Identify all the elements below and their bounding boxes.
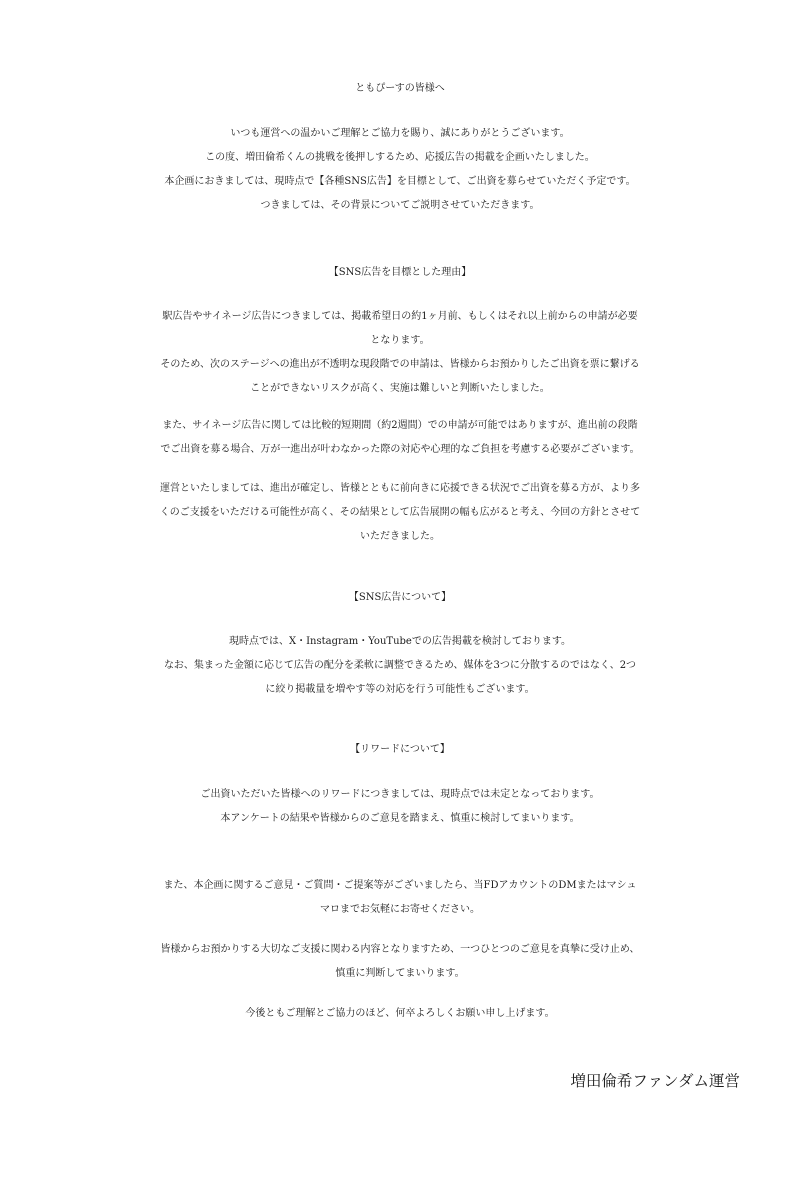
closing-p3-line-1: 今後ともご理解とご協力のほど、何卒よろしくお願い申し上げます。 [245,1008,555,1019]
section1-p2-line-2: でご出資を募る場合、万が一進出が叶わなかった際の対応や心理的なご負担を考慮する必要がございます。 [160,444,640,455]
closing-p2-line-2: 慎重に判断してまいります。 [335,968,465,979]
closing-p1-line-1: また、本企画に関するご意見・ご質問・ご提案等がございましたら、当FDアカウントのDMまたはマシュ [163,880,637,891]
section3-p1-line-2: 本アンケートの結果や皆様からのご意見を踏まえ、慎重に検討してまいります。 [220,813,580,824]
section2-p1-line-1: 現時点では、X・Instagram・YouTubeでの広告掲載を検討しております。 [228,636,572,647]
section1-p1-line-4: ことができないリスクが高く、実施は難しいと判断いたしました。 [250,383,550,394]
section1-p1-line-3: そのため、次のステージへの進出が不透明な現段階での申請は、皆様からお預かりしたご出資を票に繋げる [160,359,640,370]
greeting: ともぴーすの皆様へ [355,83,445,94]
section1-p3-line-2: くのご支援をいただける可能性が高く、その結果として広告展開の幅も広がると考え、今回の方針とさせて [159,507,641,518]
section1-p1-line-1: 駅広告やサイネージ広告につきましては、掲載希望日の約1ヶ月前、もしくはそれ以上前からの申請が必要 [162,311,638,322]
section1-p1-line-2: となります。 [370,335,430,346]
intro-line-1: いつも運営への温かいご理解とご協力を賜り、誠にありがとうございます。 [230,128,570,139]
intro-line-3: 本企画におきましては、現時点で【各種SNS広告】を目標として、ご出資を募らせていただく予定です。 [164,176,636,187]
section2-p1-line-3: に絞り掲載量を増やす等の対応を行う可能性もございます。 [265,684,535,695]
section1-p2-line-1: また、サイネージ広告に関しては比較的短期間（約2週間）での申請が可能ではありますが、進出前の段階 [162,420,638,431]
section2-p1-line-2: なお、集まった金額に応じて広告の配分を柔軟に調整できるため、媒体を3つに分散するのではなく、2つ [163,660,637,671]
signature: 増田倫希ファンダム運営 [570,1072,740,1090]
section1-heading: 【SNS広告を目標とした理由】 [328,267,472,278]
intro-line-4: つきましては、その背景についてご説明させていただきます。 [260,200,540,211]
closing-p2-line-1: 皆様からお預かりする大切なご支援に関わる内容となりますため、一つひとつのご意見を真摯に受け止め、 [160,944,640,955]
section1-p3-line-3: いただきました。 [360,531,440,542]
section1-p3-line-1: 運営といたしましては、進出が確定し、皆様とともに前向きに応援できる状況でご出資を募る方が、より多 [160,483,640,494]
intro-line-2: この度、増田倫希くんの挑戦を後押しするため、応援広告の掲載を企画いたしました。 [205,152,595,163]
section3-p1-line-1: ご出資いただいた皆様へのリワードにつきましては、現時点では未定となっております。 [200,789,600,800]
section2-heading: 【SNS広告について】 [348,592,452,603]
section3-heading: 【リワードについて】 [350,744,450,755]
closing-p1-line-2: マロまでお気軽にお寄せください。 [320,904,480,915]
